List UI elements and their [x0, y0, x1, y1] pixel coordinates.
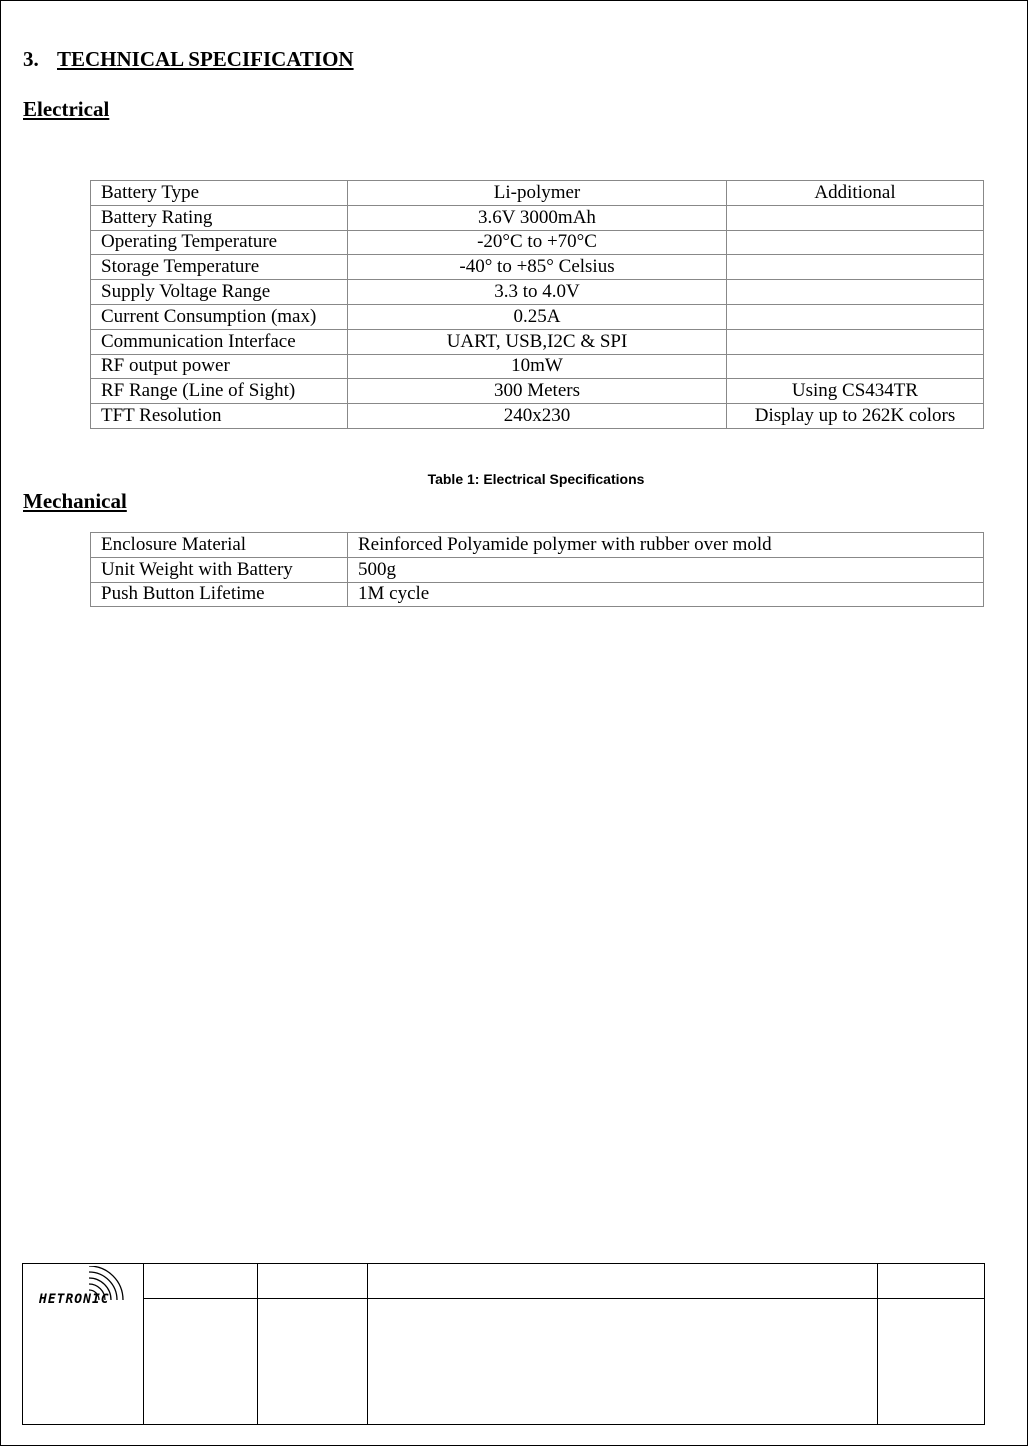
footer-divider — [257, 1264, 258, 1424]
electrical-heading: Electrical — [23, 97, 110, 121]
spec-label-cell: Push Button Lifetime — [91, 582, 348, 607]
spec-value-cell: -40° to +85° Celsius — [348, 255, 727, 280]
electrical-spec-table — [90, 180, 984, 429]
spec-label-cell: Unit Weight with Battery — [91, 557, 348, 582]
spec-value-cell: 1M cycle — [348, 582, 984, 607]
spec-note-cell: Additional — [727, 181, 984, 206]
mechanical-heading: Mechanical — [23, 489, 127, 513]
section-title — [23, 47, 354, 72]
spec-label-cell: Battery Type — [91, 181, 348, 206]
spec-note-cell — [727, 255, 984, 280]
spec-note-cell — [727, 205, 984, 230]
table-row — [91, 205, 984, 230]
spec-note-cell — [727, 304, 984, 329]
spec-value-cell: 300 Meters — [348, 379, 727, 404]
footer-divider — [877, 1264, 878, 1424]
footer-title-block — [22, 1263, 985, 1425]
spec-value-cell: UART, USB,I2C & SPI — [348, 329, 727, 354]
spec-label-cell: Current Consumption (max) — [91, 304, 348, 329]
logo-wordmark: HETRONIC — [39, 1292, 110, 1307]
spec-label-cell: Enclosure Material — [91, 533, 348, 558]
table-row — [91, 255, 984, 280]
spec-note-cell: Using CS434TR — [727, 379, 984, 404]
spec-label-cell: Battery Rating — [91, 205, 348, 230]
footer-divider — [143, 1264, 144, 1424]
spec-value-cell: Li-polymer — [348, 181, 727, 206]
spec-value-cell: 10mW — [348, 354, 727, 379]
spec-value-cell: 3.6V 3000mAh — [348, 205, 727, 230]
spec-label-cell: RF Range (Line of Sight) — [91, 379, 348, 404]
table-row — [91, 533, 984, 558]
hetronic-logo — [37, 1266, 142, 1312]
mechanical-spec-table — [90, 532, 984, 607]
footer-divider — [143, 1298, 984, 1299]
spec-note-cell: Display up to 262K colors — [727, 404, 984, 429]
spec-label-cell: TFT Resolution — [91, 404, 348, 429]
table-row — [91, 304, 984, 329]
section-title-text: TECHNICAL SPECIFICATION — [57, 47, 354, 71]
section-number: 3. — [23, 47, 39, 71]
table-row — [91, 230, 984, 255]
spec-value-cell: 0.25A — [348, 304, 727, 329]
spec-value-cell: Reinforced Polyamide polymer with rubber over mold — [348, 533, 984, 558]
table-row — [91, 181, 984, 206]
table-row — [91, 404, 984, 429]
table-row — [91, 582, 984, 607]
spec-value-cell: 3.3 to 4.0V — [348, 280, 727, 305]
spec-note-cell — [727, 280, 984, 305]
spec-label-cell: Storage Temperature — [91, 255, 348, 280]
spec-note-cell — [727, 354, 984, 379]
footer-divider — [367, 1264, 368, 1424]
table-row — [91, 379, 984, 404]
spec-label-cell: RF output power — [91, 354, 348, 379]
spec-note-cell — [727, 230, 984, 255]
spec-note-cell — [727, 329, 984, 354]
spec-value-cell: 240x230 — [348, 404, 727, 429]
spec-label-cell: Communication Interface — [91, 329, 348, 354]
table-row — [91, 354, 984, 379]
table-caption: Table 1: Electrical Specifications — [427, 471, 645, 487]
spec-label-cell: Operating Temperature — [91, 230, 348, 255]
table-row — [91, 329, 984, 354]
table-row — [91, 280, 984, 305]
spec-label-cell: Supply Voltage Range — [91, 280, 348, 305]
table-row — [91, 557, 984, 582]
spec-value-cell: -20°C to +70°C — [348, 230, 727, 255]
spec-value-cell: 500g — [348, 557, 984, 582]
